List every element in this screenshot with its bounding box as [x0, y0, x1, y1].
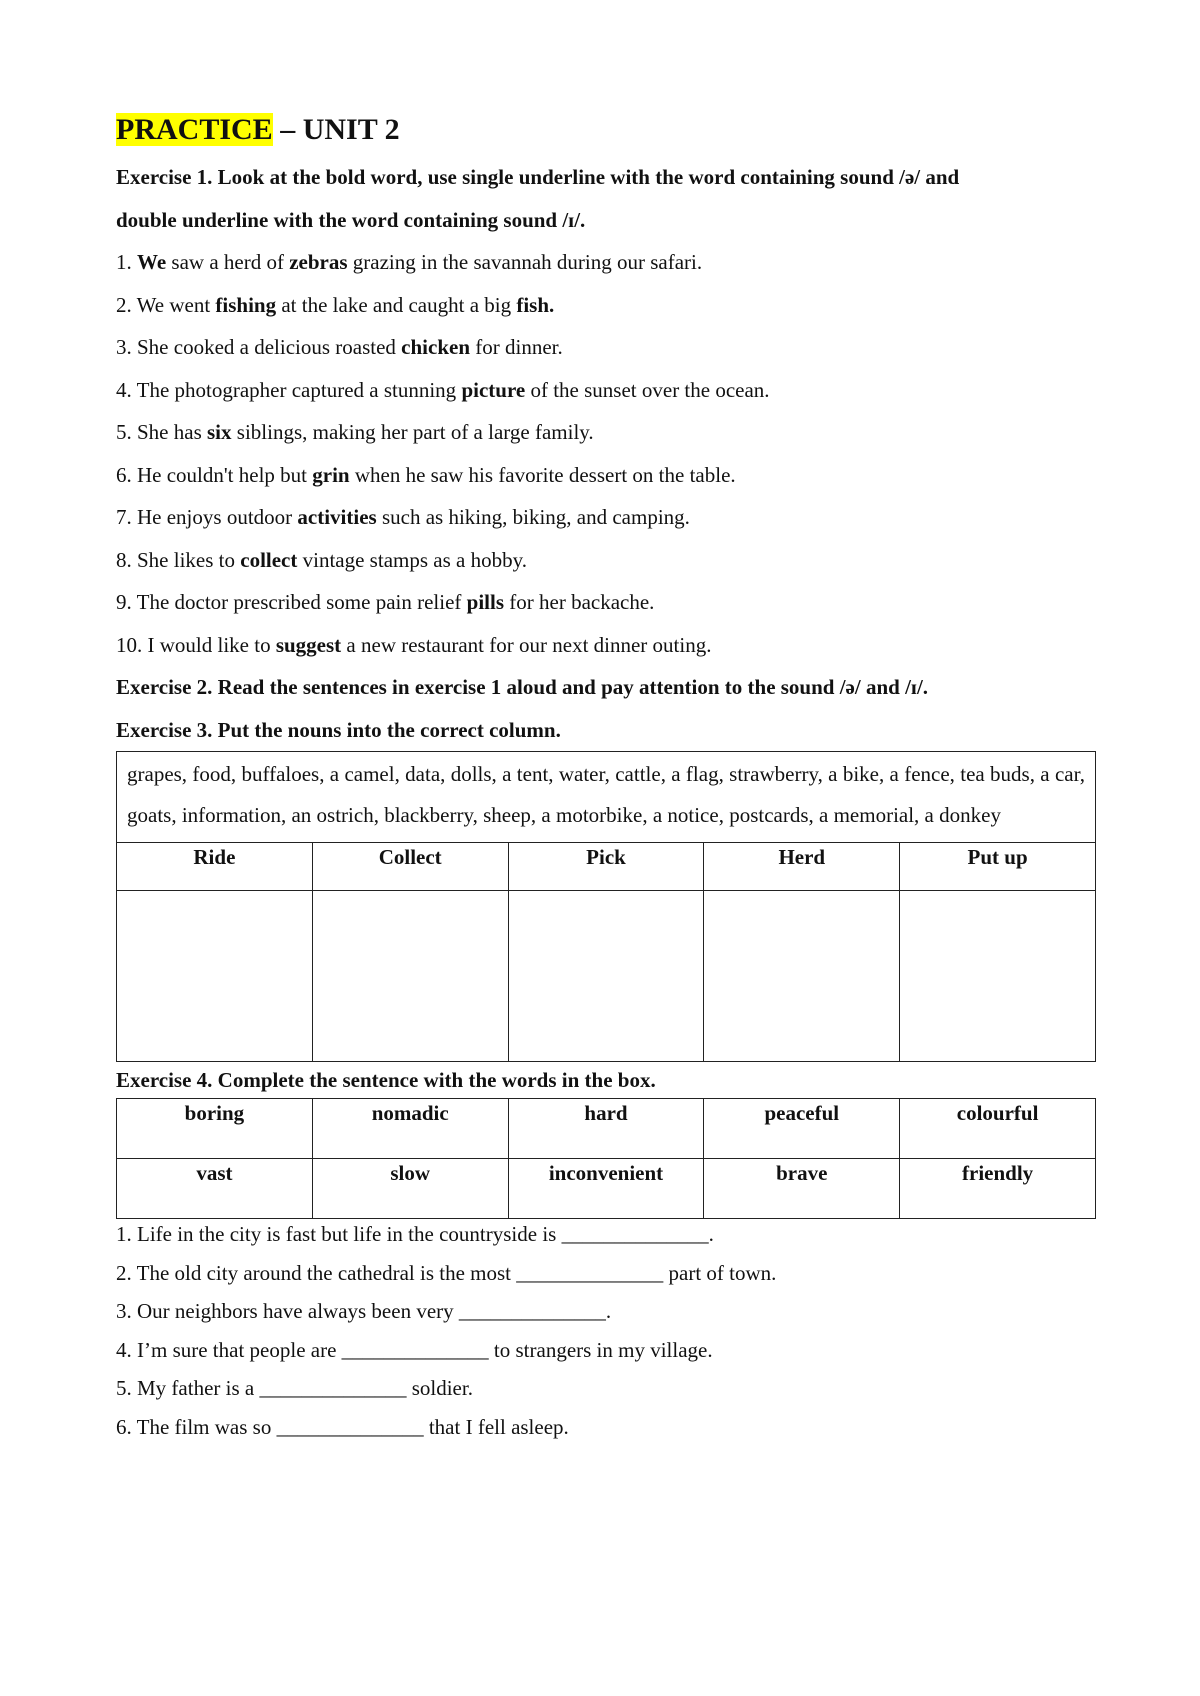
fill-in-sentence: 2. The old city around the cathedral is the most ______________ part of town.: [116, 1260, 777, 1285]
bold-word: fishing: [215, 292, 277, 317]
bold-word: grin: [312, 462, 350, 487]
worksheet-page: [116, 110, 1096, 1446]
word-cell: nomadic: [312, 1099, 508, 1159]
exercise-1-list: [116, 241, 1096, 666]
word-cell: vast: [117, 1159, 313, 1219]
word-box-table: [116, 1098, 1096, 1219]
item-text: grazing in the savannah during our safari.: [347, 250, 703, 274]
word-cell: colourful: [900, 1099, 1096, 1159]
exercise-1-item: [116, 581, 1096, 624]
item-text: such as hiking, biking, and camping.: [376, 505, 690, 529]
exercise-1-heading-line-1: Exercise 1. Look at the bold word, use single underline with the word containing sound /ə/ and: [116, 165, 960, 189]
answer-cell-ride[interactable]: [117, 891, 313, 1062]
item-text: 9. The doctor prescribed some pain relief: [116, 590, 467, 614]
item-text: 7. He enjoys outdoor: [116, 505, 298, 529]
fill-in-sentence: 3. Our neighbors have always been very ______________.: [116, 1299, 612, 1323]
word-cell: brave: [704, 1159, 900, 1219]
bold-word: collect: [240, 547, 298, 572]
page-title: [116, 110, 1096, 150]
bold-word: chicken: [401, 335, 471, 359]
item-text: 1.: [116, 250, 137, 274]
column-header-collect: Collect: [312, 843, 508, 891]
column-header-pick: Pick: [508, 843, 704, 891]
fill-in-sentence: 6. The film was so ______________ that I fell asleep.: [116, 1414, 569, 1439]
answer-cell-pick[interactable]: [508, 891, 704, 1062]
bold-word: six: [207, 420, 232, 444]
bold-word: fish.: [516, 292, 555, 317]
word-cell: friendly: [900, 1159, 1096, 1219]
item-text: 2. We went: [116, 292, 216, 317]
noun-sort-table: [116, 751, 1096, 1062]
item-text: 4. The photographer captured a stunning: [116, 377, 462, 402]
bold-word: picture: [461, 377, 526, 402]
word-cell: hard: [508, 1099, 704, 1159]
item-text: 10. I would like to: [116, 632, 276, 657]
column-header-put-up: Put up: [900, 843, 1096, 891]
item-text: siblings, making her part of a large family.: [231, 420, 594, 444]
column-header-ride: Ride: [117, 843, 313, 891]
exercise-1-item: [116, 369, 1096, 412]
item-text: a new restaurant for our next dinner outing.: [341, 632, 712, 657]
bold-word: We: [137, 250, 167, 274]
bold-word: zebras: [289, 250, 348, 274]
column-header-herd: Herd: [704, 843, 900, 891]
item-text: at the lake and caught a big: [276, 292, 517, 317]
exercise-1-item: [116, 496, 1096, 539]
exercise-2-heading: Exercise 2. Read the sentences in exercise 1 aloud and pay attention to the sound /ə/ and /ɪ/.: [116, 675, 929, 699]
answer-cell-collect[interactable]: [312, 891, 508, 1062]
fill-in-sentence: 5. My father is a ______________ soldier.: [116, 1376, 473, 1400]
answer-cell-put-up[interactable]: [900, 891, 1096, 1062]
word-cell: inconvenient: [508, 1159, 704, 1219]
exercise-1-item: [116, 284, 1096, 327]
bold-word: activities: [297, 505, 377, 529]
exercise-1-item: [116, 326, 1096, 369]
item-text: 8. She likes to: [116, 547, 241, 572]
exercise-3-heading: Exercise 3. Put the nouns into the correct column.: [116, 717, 561, 742]
exercise-1-item: [116, 241, 1096, 284]
exercise-1-item: [116, 411, 1096, 454]
word-cell: slow: [312, 1159, 508, 1219]
exercise-1-item: [116, 454, 1096, 497]
title-rest: – UNIT 2: [272, 113, 400, 146]
answer-cell-herd[interactable]: [704, 891, 900, 1062]
item-text: 3. She cooked a delicious roasted: [116, 335, 402, 359]
word-cell: boring: [117, 1099, 313, 1159]
exercise-1-item: [116, 624, 1096, 667]
bold-word: suggest: [275, 632, 342, 657]
item-text: 6. He couldn't help but: [116, 462, 313, 487]
bold-word: pills: [466, 590, 505, 614]
item-text: of the sunset over the ocean.: [525, 377, 770, 402]
item-text: when he saw his favorite dessert on the table.: [349, 462, 736, 487]
item-text: for her backache.: [504, 590, 655, 614]
title-highlight: PRACTICE: [116, 113, 273, 146]
exercise-1-heading-line-2: double underline with the word containing sound /ɪ/.: [116, 207, 586, 232]
fill-in-sentence: 1. Life in the city is fast but life in the countryside is ______________.: [116, 1222, 714, 1246]
word-cell: peaceful: [704, 1099, 900, 1159]
item-text: 5. She has: [116, 420, 207, 444]
item-text: for dinner.: [470, 335, 563, 359]
noun-list-box: grapes, food, buffaloes, a camel, data, dolls, a tent, water, cattle, a flag, strawberry, a bike, a fence, tea buds, a car, goats, information, an ostrich, blackberry, sheep, a motorbike, a notice, postcards, a memorial, a donkey: [117, 752, 1096, 843]
item-text: vintage stamps as a hobby.: [297, 547, 527, 572]
exercise-4-heading: Exercise 4. Complete the sentence with the words in the box.: [116, 1068, 656, 1092]
item-text: saw a herd of: [166, 250, 290, 274]
fill-in-sentence: 4. I’m sure that people are ______________ to strangers in my village.: [116, 1337, 713, 1362]
exercise-4-sentences: [116, 1215, 1096, 1446]
exercise-1-item: [116, 539, 1096, 582]
